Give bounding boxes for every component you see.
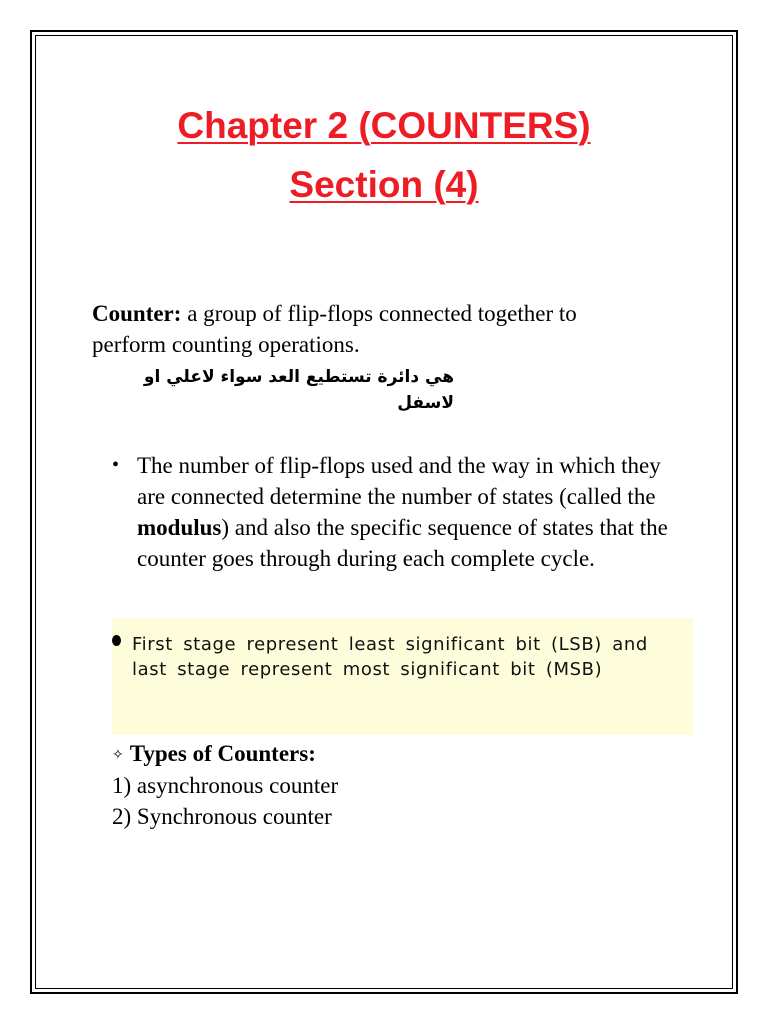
modulus-bullet: [112, 450, 672, 574]
counter-types-list: [112, 770, 612, 832]
list-item: 1) asynchronous counter: [112, 773, 339, 798]
list-item: 2) Synchronous counter: [112, 804, 332, 829]
bullet-icon: •: [112, 454, 120, 476]
types-heading-row: [112, 738, 612, 771]
types-heading: [112, 738, 612, 771]
bullet-bold-word: modulus: [137, 515, 222, 540]
section-title: Section (4): [289, 164, 479, 205]
types-heading-label: Types of Counters:: [129, 741, 316, 766]
scan-bullet-icon: [112, 635, 121, 646]
chapter-title: Chapter 2 (COUNTERS): [177, 105, 591, 146]
scanned-note: [112, 618, 693, 735]
scanned-note-text: First stage represent least significant bit (LSB) and last stage represent most significant bit (MSB): [132, 634, 648, 680]
bullet-paragraph: [137, 450, 677, 574]
counter-definition: [92, 298, 652, 360]
definition-text: a group of flip-flops connected together to perform counting operations.: [92, 301, 577, 357]
definition-term: Counter:: [92, 301, 182, 326]
arabic-definition: هي دائرة تستطيع العد سواء لاعلي او لاسفل: [143, 367, 454, 413]
bullet-text-before: The number of flip-flops used and the way in which they are connected determine the number of states (called the: [137, 453, 661, 509]
diamond-icon: ✧: [112, 748, 124, 764]
bullet-text-after: ) and also the specific sequence of states that the counter goes through during each complete cycle.: [137, 515, 668, 571]
